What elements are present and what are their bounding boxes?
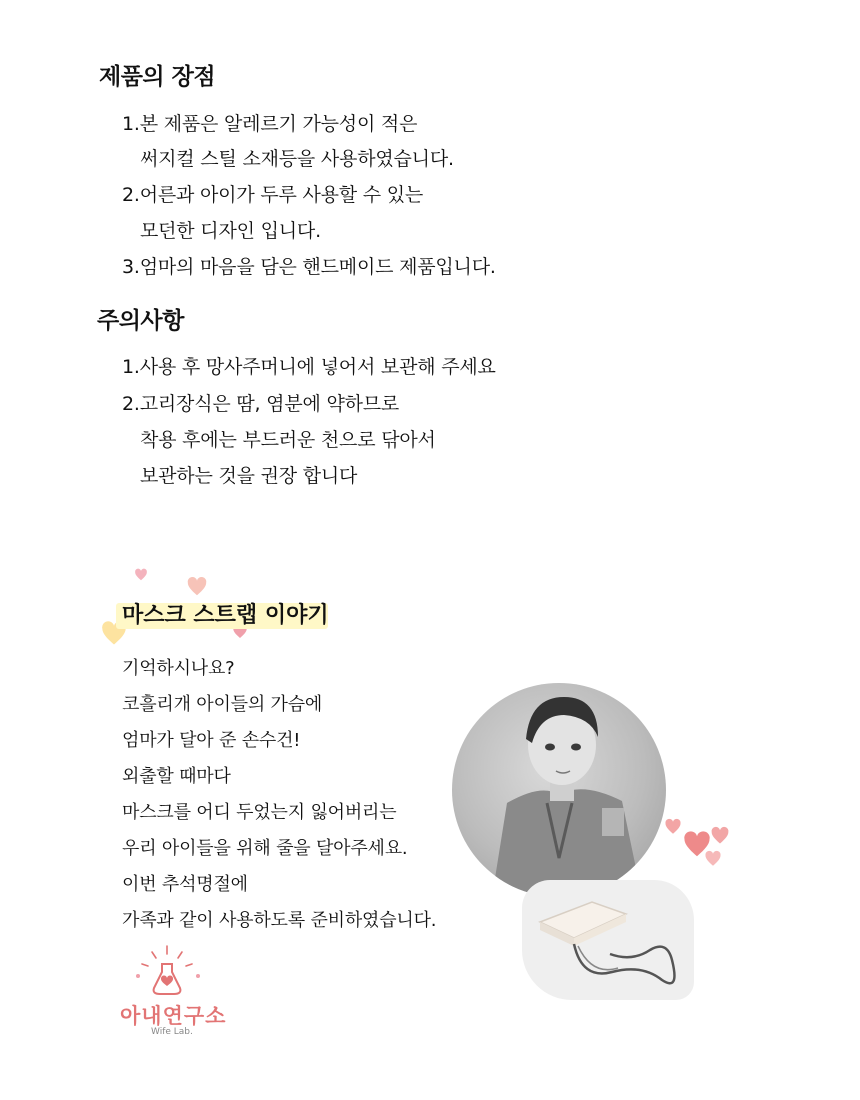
story-line: 우리 아이들을 위해 줄을 달아주세요. — [122, 838, 408, 859]
heart-icon — [710, 826, 730, 846]
story-title: 마스크 스트랩 이야기 — [122, 603, 329, 628]
child-illustration — [452, 683, 666, 897]
story-line: 이번 추석명절에 — [122, 874, 248, 895]
story-line: 외출할 때마다 — [122, 766, 231, 787]
strap-illustration — [522, 880, 694, 1000]
advantages-line: 1.본 제품은 알레르기 가능성이 적은 — [122, 113, 418, 135]
flask-logo-icon — [126, 942, 208, 998]
heart-icon — [664, 818, 682, 836]
cautions-line: 착용 후에는 부드러운 천으로 닦아서 — [140, 429, 436, 451]
story-line: 코흘리개 아이들의 가슴에 — [122, 694, 323, 715]
heart-icon — [186, 576, 208, 598]
heart-icon — [134, 568, 148, 582]
advantages-line: 모던한 디자인 입니다. — [140, 220, 321, 242]
cautions-line: 1.사용 후 망사주머니에 넣어서 보관해 주세요 — [122, 356, 496, 378]
story-line: 기억하시나요? — [122, 658, 235, 679]
advantages-line: 2.어른과 아이가 두루 사용할 수 있는 — [122, 184, 424, 206]
story-line: 엄마가 달아 준 손수건! — [122, 730, 301, 751]
advantages-line: 써지컬 스틸 소재등을 사용하였습니다. — [140, 148, 454, 170]
advantages-heading: 제품의 장점 — [99, 64, 216, 90]
logo-subtitle: Wife Lab. — [151, 1027, 193, 1037]
advantages-line: 3.엄마의 마음을 담은 핸드메이드 제품입니다. — [122, 256, 496, 278]
cautions-line: 2.고리장식은 땀, 염분에 약하므로 — [122, 393, 400, 415]
heart-icon — [704, 850, 722, 868]
story-line: 마스크를 어디 두었는지 잃어버리는 — [122, 802, 397, 823]
story-line: 가족과 같이 사용하도록 준비하였습니다. — [122, 910, 437, 931]
cautions-heading: 주의사항 — [97, 308, 184, 334]
logo-name: 아내연구소 — [120, 1004, 227, 1028]
cautions-line: 보관하는 것을 권장 합니다 — [140, 465, 358, 487]
